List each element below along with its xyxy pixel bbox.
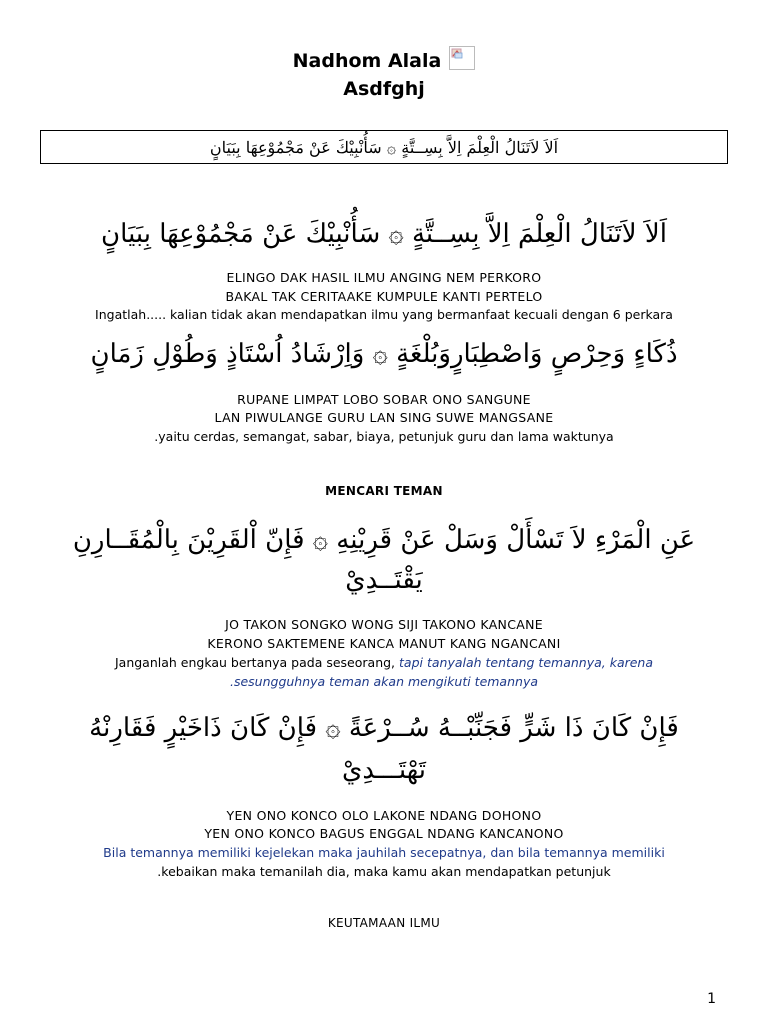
indonesian-translation-3-line1 bbox=[40, 653, 728, 672]
indonesian-translation-4-line2: .kebaikan maka temanilah dia, maka kamu akan mendapatkan petunjuk bbox=[157, 864, 611, 879]
document-title-line1 bbox=[0, 46, 768, 72]
javanese-line-4a: YEN ONO KONCO OLO LAKONE NDANG DOHONO bbox=[226, 808, 542, 823]
javanese-line-4b: YEN ONO KONCO BAGUS ENGGAL NDANG KANCANONO bbox=[204, 826, 564, 841]
broken-image-icon bbox=[449, 46, 475, 70]
arabic-verse-2: ذُكَاءٍ وَحِرْصٍ وَاصْطِبَارٍوَبُلْغَةٍ ۞ وَاِرْشَادُ اُسْتَاذٍ وَطُوْلِ زَمَانٍ bbox=[90, 339, 678, 369]
arabic-verse-4-line1: فَإِنْ كَانَ ذَا شَرٍّ فَجَنِّبْــهُ سُــرْعَةً ۞ فَإِنْ كَانَ ذَاخَيْرٍ فَقَارِنْهُ bbox=[89, 713, 679, 743]
javanese-line-3a: JO TAKON SONGKO WONG SIJI TAKONO KANCANE bbox=[225, 617, 543, 632]
indonesian-translation-1: Ingatlah..... kalian tidak akan mendapatkan ilmu yang bermanfaat kecuali dengan 6 perkara bbox=[95, 307, 673, 322]
title-text: Nadhom Alala bbox=[292, 50, 442, 72]
page-number: 1 bbox=[707, 991, 716, 1007]
arabic-verse-3-line1: عَنِ الْمَرْءِ لاَ تَسْأَلْ وَسَلْ عَنْ قَرِيْنِهِ ۞ فَإِنّ اْلقَرِيْنَ بِالْمُقَــارِنِ bbox=[72, 525, 696, 555]
indonesian-translation-3b: tapi tanyalah tentang temannya, karena bbox=[399, 655, 654, 670]
arabic-verse-3-line2: يَقْتَــدِيْ bbox=[345, 565, 423, 595]
arabic-verse-1: اَلاَ لاَتَنَالُ الْعِلْمَ اِلاَّ بِسِــتَّةٍ ۞ سَأُنْبِيْكَ عَنْ مَجْمُوْعِهَا بِبَيَانٍ bbox=[101, 219, 667, 249]
section-heading-mencari-teman: MENCARI TEMAN bbox=[325, 484, 443, 498]
section-heading-keutamaan-ilmu: KEUTAMAAN ILMU bbox=[327, 916, 441, 930]
boxed-verse: اَلاَ لاَتَنَالُ الْعِلْمَ اِلاَّ بِسِــتَّةٍ ۞ سَأُنْبِيْكَ عَنْ مَجْمُوْعِهَا بِبَيَانٍ bbox=[40, 130, 728, 164]
arabic-verse-4-line2: تَهْتَـــدِيْ bbox=[342, 755, 426, 785]
document-title-line2: Asdfghj bbox=[343, 78, 425, 100]
javanese-line-2a: RUPANE LIMPAT LOBO SOBAR ONO SANGUNE bbox=[237, 392, 531, 407]
indonesian-translation-2: .yaitu cerdas, semangat, sabar, biaya, petunjuk guru dan lama waktunya bbox=[154, 429, 614, 444]
indonesian-translation-4-line1: Bila temannya memiliki kejelekan maka jauhilah secepatnya, dan bila temannya memiliki bbox=[103, 845, 665, 860]
indonesian-translation-3-line2: .sesungguhnya teman akan mengikuti temannya bbox=[229, 674, 538, 689]
javanese-line-3b: KERONO SAKTEMENE KANCA MANUT KANG NGANCANI bbox=[207, 636, 561, 651]
javanese-line-1b: BAKAL TAK CERITAAKE KUMPULE KANTI PERTELO bbox=[225, 289, 543, 304]
javanese-line-1a: ELINGO DAK HASIL ILMU ANGING NEM PERKORO bbox=[226, 270, 542, 285]
indonesian-translation-3a: Janganlah engkau bertanya pada seseorang, bbox=[114, 655, 400, 670]
javanese-line-2b: LAN PIWULANGE GURU LAN SING SUWE MANGSANE bbox=[214, 410, 554, 425]
